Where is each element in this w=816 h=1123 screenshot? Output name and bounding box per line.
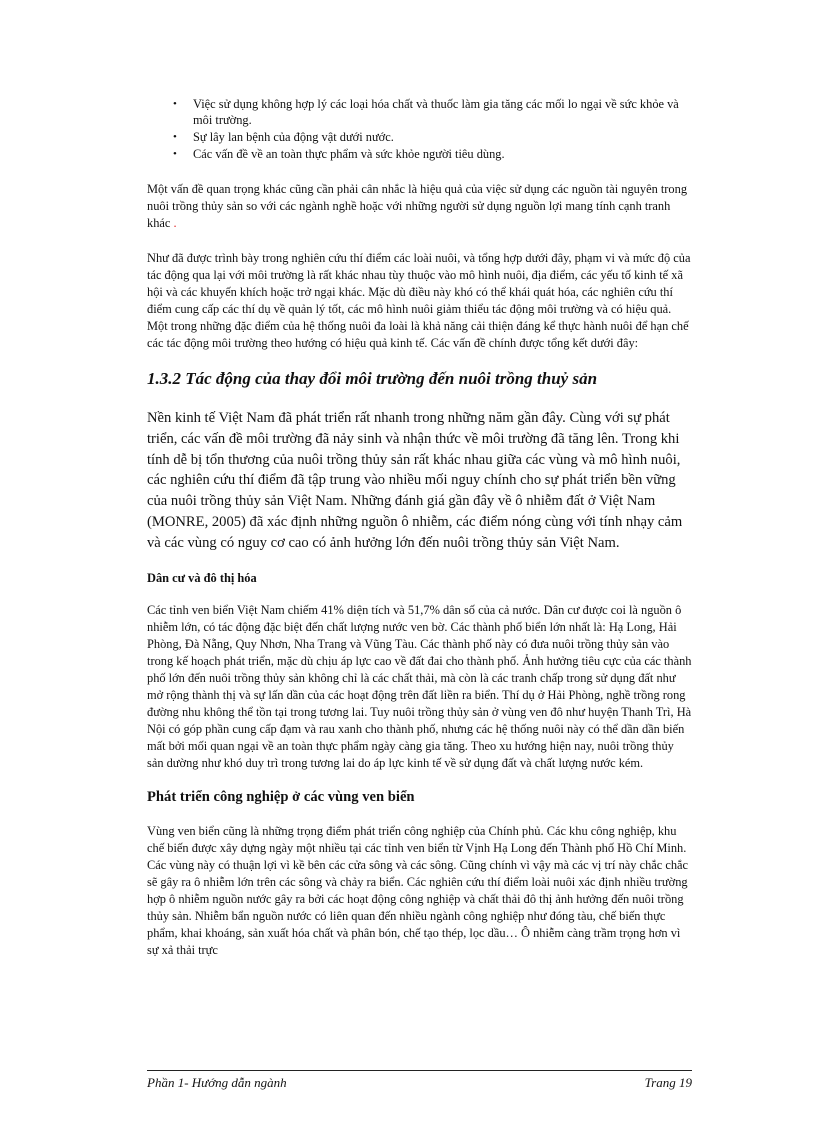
bullet-icon: •	[173, 148, 177, 160]
list-item-text: Sự lây lan bệnh của động vật dưới nước.	[193, 130, 394, 144]
footer-divider	[147, 1070, 692, 1071]
list-item-text: Các vấn đề về an toàn thực phẩm và sức khỏe người tiêu dùng.	[193, 147, 505, 161]
list-item-text: Việc sử dụng không hợp lý các loại hóa chất và thuốc làm gia tăng các mối lo ngại về sức khỏe và môi trường.	[193, 97, 679, 127]
subheading-industry: Phát triển công nghiệp ở các vùng ven biển	[147, 788, 415, 805]
section-heading: 1.3.2 Tác động của thay đổi môi trường đến nuôi trồng thuỷ sản	[147, 369, 598, 388]
list-item	[147, 129, 692, 145]
list-item	[147, 96, 692, 128]
subheading-urbanization: Dân cư và đô thị hóa	[147, 570, 257, 585]
paragraph-pilot-studies: Như đã được trình bày trong nghiên cứu thí điểm các loài nuôi, và tổng hợp dưới đây, phạm vi và mức độ của tác động qua lại với môi trường là rất khác nhau tùy thuộc vào mô hình nuôi, địa điểm, các yếu tố kinh tế xã hội và các khuyến khích hoặc trở ngại khác. Mặc dù điều này khó có thể khái quát hóa, các nghiên cứu thí điểm cung cấp các thí dụ về quản lý tốt, các mô hình nuôi giảm thiểu tác động môi trường và có hiệu quả. Một trong những đặc điểm của hệ thống nuôi đa loài là khả năng cải thiện đáng kể thực hành nuôi để hạn chế các tác động môi trường theo hướng có hiệu quả kinh tế. Các vấn đề chính được tổng kết dưới đây:	[147, 251, 691, 350]
list-item	[147, 146, 692, 162]
bullet-list	[147, 96, 692, 162]
paragraph-industry: Vùng ven biển cũng là những trọng điểm phát triển công nghiệp của Chính phủ. Các khu công nghiệp, khu chế biến được xây dựng ngày một nhiều tại các tỉnh ven biển từ Vịnh Hạ Long đến Thành phố Hồ Chí Minh. Các vùng này có thuận lợi vì kề bên các cửa sông và các sông. Cũng chính vì vậy mà các vị trí này chắc chắc sẽ gây ra ô nhiễm lớn trên các sông và chảy ra biển. Các nghiên cứu thí điểm loài nuôi xác định nhiều trường hợp ô nhiễm nguồn nước gây ra bởi các hoạt động công nghiệp và chất thải đô thị ảnh hưởng đến nuôi trồng thủy sản. Nhiễm bẩn nguồn nước có liên quan đến nhiều ngành công nghiệp như đóng tàu, chế biến thực phẩm, khai khoáng, sản xuất hóa chất và phân bón, chế tạo thép, lọc dầu… Ô nhiễm càng trầm trọng hơn vì sự xả thải trực	[147, 823, 689, 957]
page-body	[147, 96, 692, 959]
footer-section-title: Phần 1- Hướng dẫn ngành	[147, 1075, 287, 1090]
bullet-icon: •	[173, 131, 177, 143]
paragraph-resource-efficiency: Một vấn đề quan trọng khác cũng cần phải cân nhắc là hiệu quả của việc sử dụng các nguồn tài nguyên trong nuôi trồng thủy sản so với các ngành nghề hoặc với những người sử dụng nguồn lợi mang tính cạnh tranh khác .	[147, 182, 688, 230]
paragraph-environment-change: Nền kinh tế Việt Nam đã phát triển rất nhanh trong những năm gần đây. Cùng với sự phát triển, các vấn đề môi trường đã nảy sinh và nhận thức về môi trường đã tăng lên. Trong khi tính dễ bị tổn thương của nuôi trồng thủy sản rất khác nhau giữa các vùng và mô hình nuôi, các nghiên cứu thí điểm đã tập trung vào nhiều mối nguy chính cho sự phát triển bền vững của nuôi trồng thủy sản Việt Nam. Những đánh giá gần đây về ô nhiễm đất ở Việt Nam (MONRE, 2005) đã xác định những nguồn ô nhiễm, các điểm nóng cùng với tính nhạy cảm và các vùng có nguy cơ cao có ảnh hưởng lớn đến nuôi trồng thủy sản Việt Nam.	[147, 410, 683, 551]
page-number: Trang 19	[644, 1075, 692, 1090]
paragraph-urbanization: Các tỉnh ven biển Việt Nam chiếm 41% diện tích và 51,7% dân số của cả nước. Dân cư được coi là nguồn ô nhiễm lớn, có tác động đặc biệt đến chất lượng nước ven bờ. Các thành phố biển lớn nhất là: Hạ Long, Hải Phòng, Đà Nẵng, Quy Nhơn, Nha Trang và Vũng Tàu. Các thành phố này có đưa nuôi trồng thủy sản vào trong kế hoạch phát triển, mặc dù chịu áp lực cao về đất đai cho thành phố. Ảnh hưởng tiêu cực của các thành phố lớn đến nuôi trồng thủy sản không chỉ là các chất thải, mà còn là các tranh chấp trong sử dụng đất như mở rộng thành thị và sự lấn dần của các hoạt động trên đất liền ra biển. Thí dụ ở Hải Phòng, nghề trồng rong đường nhu không thể tồn tại trong tương lai. Tuy nuôi trồng thủy sản ở vùng ven đô như huyện Thanh Trì, Hà Nội có góp phần cung cấp đạm và rau xanh cho thành phố, nhưng các hệ thống nuôi này có thể dần dần biến mất bởi mối quan ngại về an toàn thực phẩm ngày càng gia tăng. Theo xu hướng hiện nay, nuôi trồng thủy sản dường như khó duy trì trong tương lai do áp lực kinh tế về sử dụng đất và chất lượng nước kém.	[147, 602, 692, 770]
bullet-icon: •	[173, 98, 177, 110]
